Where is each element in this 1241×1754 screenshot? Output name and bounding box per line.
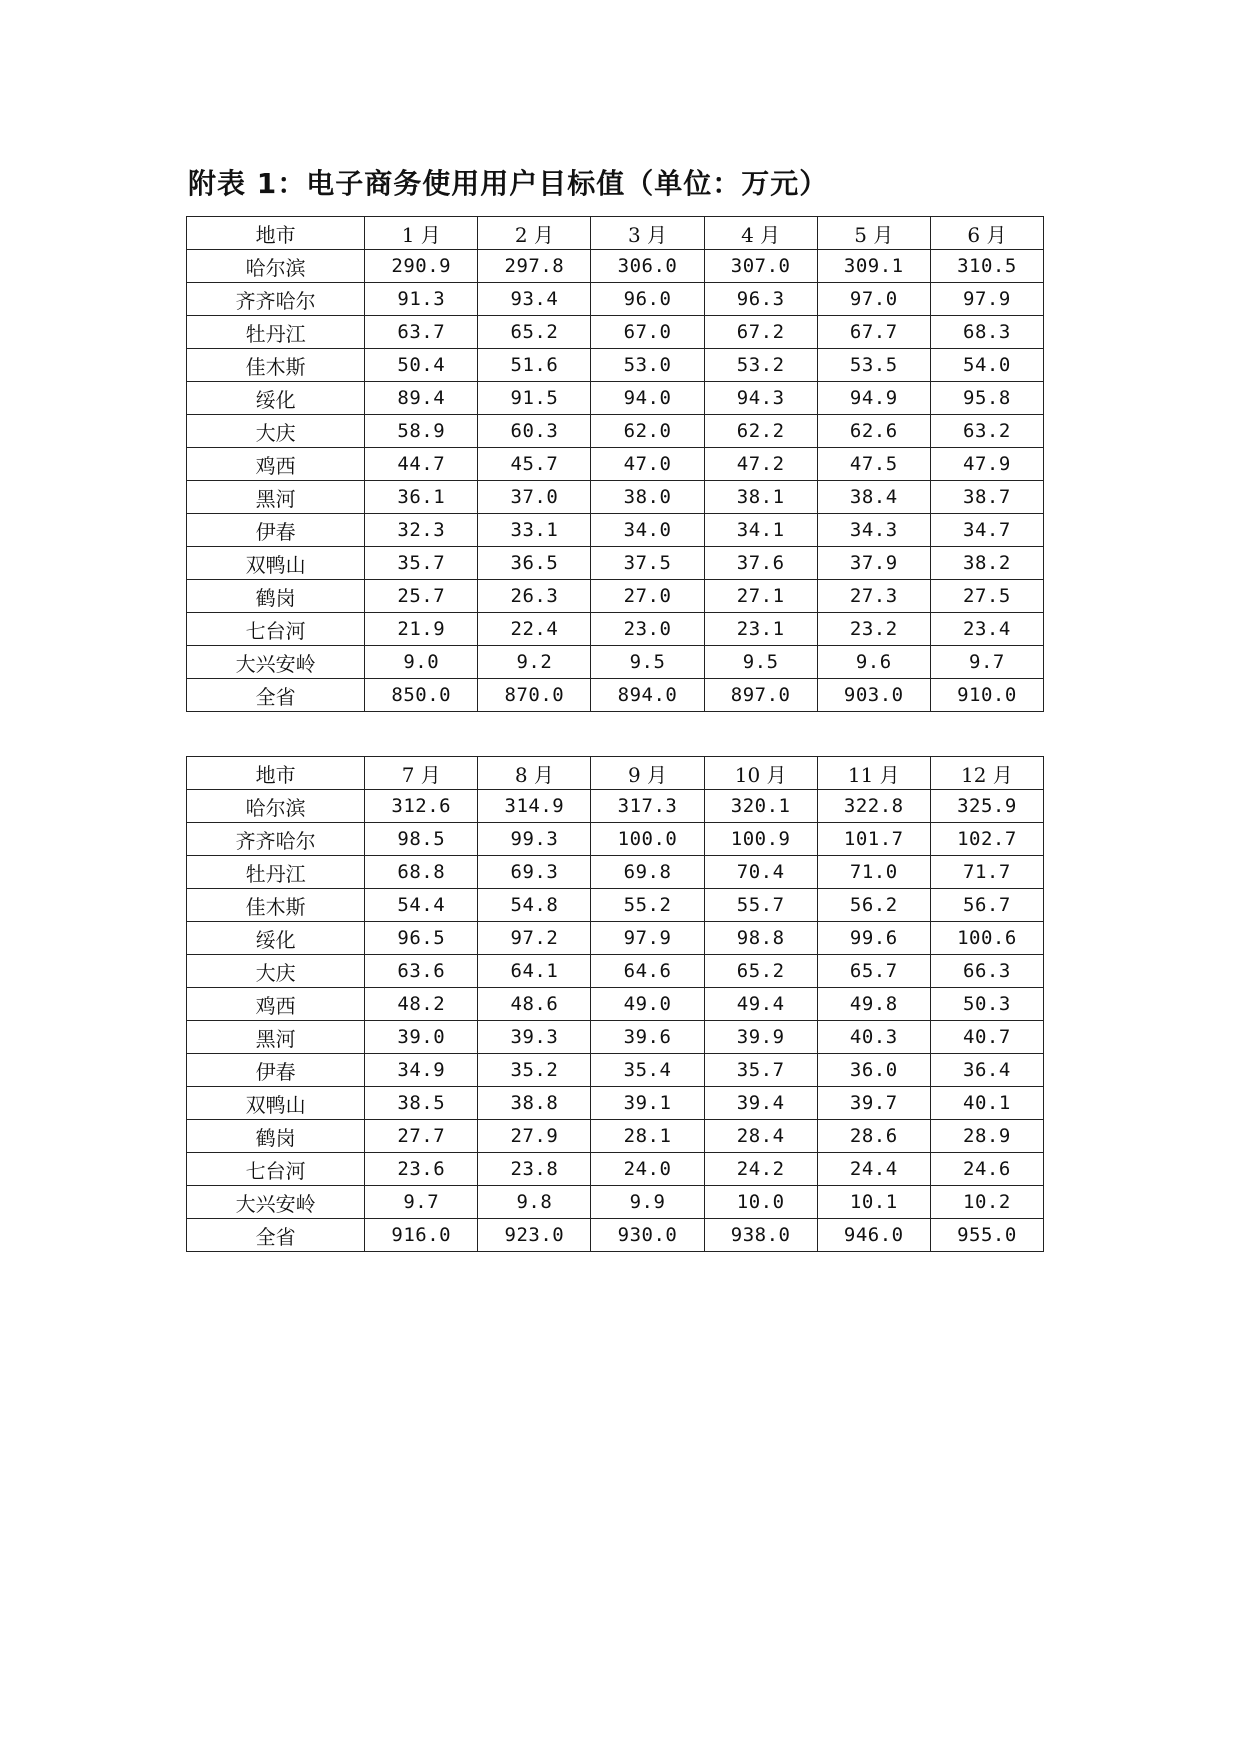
value-cell: 49.4 xyxy=(704,988,817,1021)
value-cell: 850.0 xyxy=(365,679,478,712)
city-name-cell: 鸡西 xyxy=(187,988,365,1021)
value-cell: 48.6 xyxy=(478,988,591,1021)
value-cell: 96.5 xyxy=(365,922,478,955)
value-cell: 38.7 xyxy=(930,481,1043,514)
value-cell: 102.7 xyxy=(930,823,1043,856)
value-cell: 36.5 xyxy=(478,547,591,580)
table-header xyxy=(187,217,1044,250)
value-cell: 38.0 xyxy=(591,481,704,514)
value-cell: 35.4 xyxy=(591,1054,704,1087)
value-cell: 65.2 xyxy=(704,955,817,988)
table-row xyxy=(187,613,1044,646)
table-body xyxy=(187,250,1044,712)
value-cell: 9.9 xyxy=(591,1186,704,1219)
value-cell: 49.0 xyxy=(591,988,704,1021)
value-cell: 25.7 xyxy=(365,580,478,613)
value-cell: 44.7 xyxy=(365,448,478,481)
city-name-cell: 大兴安岭 xyxy=(187,646,365,679)
value-cell: 64.1 xyxy=(478,955,591,988)
value-cell: 22.4 xyxy=(478,613,591,646)
value-cell: 67.2 xyxy=(704,316,817,349)
table-row xyxy=(187,547,1044,580)
value-cell: 40.3 xyxy=(817,1021,930,1054)
value-cell: 24.4 xyxy=(817,1153,930,1186)
value-cell: 23.8 xyxy=(478,1153,591,1186)
value-cell: 910.0 xyxy=(930,679,1043,712)
value-cell: 39.7 xyxy=(817,1087,930,1120)
column-header-month: 6 月 xyxy=(930,217,1043,250)
city-name-cell: 佳木斯 xyxy=(187,889,365,922)
value-cell: 97.9 xyxy=(930,283,1043,316)
value-cell: 37.0 xyxy=(478,481,591,514)
value-cell: 98.5 xyxy=(365,823,478,856)
value-cell: 49.8 xyxy=(817,988,930,1021)
value-cell: 24.6 xyxy=(930,1153,1043,1186)
value-cell: 70.4 xyxy=(704,856,817,889)
value-cell: 66.3 xyxy=(930,955,1043,988)
value-cell: 53.2 xyxy=(704,349,817,382)
city-name-cell: 鸡西 xyxy=(187,448,365,481)
value-cell: 903.0 xyxy=(817,679,930,712)
value-cell: 36.4 xyxy=(930,1054,1043,1087)
value-cell: 54.4 xyxy=(365,889,478,922)
value-cell: 54.0 xyxy=(930,349,1043,382)
value-cell: 27.0 xyxy=(591,580,704,613)
value-cell: 23.4 xyxy=(930,613,1043,646)
value-cell: 9.7 xyxy=(365,1186,478,1219)
table-row xyxy=(187,922,1044,955)
value-cell: 71.0 xyxy=(817,856,930,889)
table-row xyxy=(187,316,1044,349)
column-header-month: 5 月 xyxy=(817,217,930,250)
table-row xyxy=(187,988,1044,1021)
value-cell: 64.6 xyxy=(591,955,704,988)
column-header-month: 3 月 xyxy=(591,217,704,250)
value-cell: 39.0 xyxy=(365,1021,478,1054)
column-header-city: 地市 xyxy=(187,217,365,250)
city-name-cell: 双鸭山 xyxy=(187,547,365,580)
value-cell: 94.0 xyxy=(591,382,704,415)
value-cell: 45.7 xyxy=(478,448,591,481)
column-header-month: 9 月 xyxy=(591,757,704,790)
value-cell: 27.9 xyxy=(478,1120,591,1153)
value-cell: 297.8 xyxy=(478,250,591,283)
value-cell: 35.7 xyxy=(704,1054,817,1087)
value-cell: 67.7 xyxy=(817,316,930,349)
value-cell: 55.7 xyxy=(704,889,817,922)
value-cell: 37.6 xyxy=(704,547,817,580)
city-name-cell: 七台河 xyxy=(187,1153,365,1186)
value-cell: 38.5 xyxy=(365,1087,478,1120)
table-row xyxy=(187,889,1044,922)
targets-table-jul-dec xyxy=(186,756,1044,1252)
value-cell: 21.9 xyxy=(365,613,478,646)
column-header-month: 8 月 xyxy=(478,757,591,790)
value-cell: 36.0 xyxy=(817,1054,930,1087)
value-cell: 39.6 xyxy=(591,1021,704,1054)
value-cell: 28.1 xyxy=(591,1120,704,1153)
city-name-cell: 七台河 xyxy=(187,613,365,646)
value-cell: 36.1 xyxy=(365,481,478,514)
value-cell: 55.2 xyxy=(591,889,704,922)
city-name-cell: 齐齐哈尔 xyxy=(187,283,365,316)
table-row xyxy=(187,448,1044,481)
city-name-cell: 全省 xyxy=(187,1219,365,1252)
city-name-cell: 鹤岗 xyxy=(187,1120,365,1153)
value-cell: 38.8 xyxy=(478,1087,591,1120)
value-cell: 63.2 xyxy=(930,415,1043,448)
value-cell: 67.0 xyxy=(591,316,704,349)
table-row xyxy=(187,250,1044,283)
value-cell: 9.6 xyxy=(817,646,930,679)
value-cell: 894.0 xyxy=(591,679,704,712)
value-cell: 48.2 xyxy=(365,988,478,1021)
value-cell: 916.0 xyxy=(365,1219,478,1252)
column-header-month: 11 月 xyxy=(817,757,930,790)
value-cell: 34.9 xyxy=(365,1054,478,1087)
city-name-cell: 齐齐哈尔 xyxy=(187,823,365,856)
page-title: 附表 1：电子商务使用用户目标值（单位：万元） xyxy=(188,167,829,200)
value-cell: 312.6 xyxy=(365,790,478,823)
value-cell: 93.4 xyxy=(478,283,591,316)
value-cell: 10.1 xyxy=(817,1186,930,1219)
city-name-cell: 牡丹江 xyxy=(187,316,365,349)
city-name-cell: 哈尔滨 xyxy=(187,250,365,283)
value-cell: 65.7 xyxy=(817,955,930,988)
table-row xyxy=(187,856,1044,889)
value-cell: 91.5 xyxy=(478,382,591,415)
value-cell: 65.2 xyxy=(478,316,591,349)
city-name-cell: 鹤岗 xyxy=(187,580,365,613)
column-header-month: 12 月 xyxy=(930,757,1043,790)
city-name-cell: 全省 xyxy=(187,679,365,712)
column-header-month: 4 月 xyxy=(704,217,817,250)
city-name-cell: 佳木斯 xyxy=(187,349,365,382)
value-cell: 35.7 xyxy=(365,547,478,580)
city-name-cell: 大兴安岭 xyxy=(187,1186,365,1219)
column-header-city: 地市 xyxy=(187,757,365,790)
value-cell: 56.2 xyxy=(817,889,930,922)
value-cell: 95.8 xyxy=(930,382,1043,415)
value-cell: 47.9 xyxy=(930,448,1043,481)
value-cell: 28.6 xyxy=(817,1120,930,1153)
value-cell: 97.0 xyxy=(817,283,930,316)
value-cell: 94.9 xyxy=(817,382,930,415)
value-cell: 9.5 xyxy=(704,646,817,679)
table-row xyxy=(187,1054,1044,1087)
column-header-month: 1 月 xyxy=(365,217,478,250)
value-cell: 62.0 xyxy=(591,415,704,448)
value-cell: 38.2 xyxy=(930,547,1043,580)
value-cell: 946.0 xyxy=(817,1219,930,1252)
value-cell: 26.3 xyxy=(478,580,591,613)
table-row xyxy=(187,679,1044,712)
value-cell: 28.9 xyxy=(930,1120,1043,1153)
value-cell: 53.5 xyxy=(817,349,930,382)
value-cell: 27.7 xyxy=(365,1120,478,1153)
value-cell: 24.0 xyxy=(591,1153,704,1186)
value-cell: 68.8 xyxy=(365,856,478,889)
value-cell: 62.6 xyxy=(817,415,930,448)
value-cell: 50.4 xyxy=(365,349,478,382)
value-cell: 97.9 xyxy=(591,922,704,955)
column-header-month: 2 月 xyxy=(478,217,591,250)
value-cell: 100.0 xyxy=(591,823,704,856)
city-name-cell: 黑河 xyxy=(187,481,365,514)
value-cell: 37.5 xyxy=(591,547,704,580)
value-cell: 27.1 xyxy=(704,580,817,613)
value-cell: 96.0 xyxy=(591,283,704,316)
value-cell: 40.1 xyxy=(930,1087,1043,1120)
table-row xyxy=(187,646,1044,679)
table-row xyxy=(187,1153,1044,1186)
city-name-cell: 牡丹江 xyxy=(187,856,365,889)
value-cell: 930.0 xyxy=(591,1219,704,1252)
table-row xyxy=(187,415,1044,448)
value-cell: 10.0 xyxy=(704,1186,817,1219)
table-row xyxy=(187,1219,1044,1252)
value-cell: 955.0 xyxy=(930,1219,1043,1252)
value-cell: 10.2 xyxy=(930,1186,1043,1219)
value-cell: 314.9 xyxy=(478,790,591,823)
value-cell: 63.7 xyxy=(365,316,478,349)
value-cell: 62.2 xyxy=(704,415,817,448)
table-row xyxy=(187,823,1044,856)
value-cell: 98.8 xyxy=(704,922,817,955)
value-cell: 23.6 xyxy=(365,1153,478,1186)
value-cell: 71.7 xyxy=(930,856,1043,889)
table-body xyxy=(187,790,1044,1252)
city-name-cell: 大庆 xyxy=(187,415,365,448)
value-cell: 32.3 xyxy=(365,514,478,547)
value-cell: 28.4 xyxy=(704,1120,817,1153)
value-cell: 47.5 xyxy=(817,448,930,481)
city-name-cell: 双鸭山 xyxy=(187,1087,365,1120)
table-row xyxy=(187,1186,1044,1219)
value-cell: 69.3 xyxy=(478,856,591,889)
value-cell: 34.1 xyxy=(704,514,817,547)
value-cell: 310.5 xyxy=(930,250,1043,283)
value-cell: 307.0 xyxy=(704,250,817,283)
value-cell: 870.0 xyxy=(478,679,591,712)
value-cell: 24.2 xyxy=(704,1153,817,1186)
value-cell: 34.0 xyxy=(591,514,704,547)
value-cell: 33.1 xyxy=(478,514,591,547)
value-cell: 23.0 xyxy=(591,613,704,646)
value-cell: 38.4 xyxy=(817,481,930,514)
value-cell: 50.3 xyxy=(930,988,1043,1021)
value-cell: 69.8 xyxy=(591,856,704,889)
value-cell: 96.3 xyxy=(704,283,817,316)
value-cell: 37.9 xyxy=(817,547,930,580)
column-header-month: 7 月 xyxy=(365,757,478,790)
value-cell: 39.4 xyxy=(704,1087,817,1120)
table-row xyxy=(187,481,1044,514)
value-cell: 23.2 xyxy=(817,613,930,646)
table-row xyxy=(187,1120,1044,1153)
city-name-cell: 哈尔滨 xyxy=(187,790,365,823)
value-cell: 9.8 xyxy=(478,1186,591,1219)
city-name-cell: 绥化 xyxy=(187,382,365,415)
value-cell: 97.2 xyxy=(478,922,591,955)
value-cell: 306.0 xyxy=(591,250,704,283)
city-name-cell: 黑河 xyxy=(187,1021,365,1054)
value-cell: 34.7 xyxy=(930,514,1043,547)
value-cell: 897.0 xyxy=(704,679,817,712)
value-cell: 47.2 xyxy=(704,448,817,481)
value-cell: 68.3 xyxy=(930,316,1043,349)
table-row xyxy=(187,1087,1044,1120)
table-row xyxy=(187,1021,1044,1054)
value-cell: 56.7 xyxy=(930,889,1043,922)
value-cell: 99.3 xyxy=(478,823,591,856)
value-cell: 53.0 xyxy=(591,349,704,382)
value-cell: 38.1 xyxy=(704,481,817,514)
header-row xyxy=(187,757,1044,790)
value-cell: 39.9 xyxy=(704,1021,817,1054)
value-cell: 101.7 xyxy=(817,823,930,856)
value-cell: 290.9 xyxy=(365,250,478,283)
value-cell: 89.4 xyxy=(365,382,478,415)
value-cell: 27.3 xyxy=(817,580,930,613)
city-name-cell: 大庆 xyxy=(187,955,365,988)
value-cell: 47.0 xyxy=(591,448,704,481)
value-cell: 100.9 xyxy=(704,823,817,856)
value-cell: 51.6 xyxy=(478,349,591,382)
table-row xyxy=(187,790,1044,823)
value-cell: 309.1 xyxy=(817,250,930,283)
value-cell: 34.3 xyxy=(817,514,930,547)
table-header xyxy=(187,757,1044,790)
table-row xyxy=(187,955,1044,988)
targets-table-jan-jun xyxy=(186,216,1044,712)
value-cell: 9.0 xyxy=(365,646,478,679)
value-cell: 35.2 xyxy=(478,1054,591,1087)
value-cell: 9.2 xyxy=(478,646,591,679)
value-cell: 322.8 xyxy=(817,790,930,823)
value-cell: 27.5 xyxy=(930,580,1043,613)
city-name-cell: 伊春 xyxy=(187,1054,365,1087)
table-row xyxy=(187,283,1044,316)
value-cell: 58.9 xyxy=(365,415,478,448)
value-cell: 100.6 xyxy=(930,922,1043,955)
table-row xyxy=(187,514,1044,547)
table-row xyxy=(187,349,1044,382)
city-name-cell: 绥化 xyxy=(187,922,365,955)
value-cell: 94.3 xyxy=(704,382,817,415)
value-cell: 39.3 xyxy=(478,1021,591,1054)
table-row xyxy=(187,382,1044,415)
value-cell: 9.5 xyxy=(591,646,704,679)
value-cell: 39.1 xyxy=(591,1087,704,1120)
value-cell: 54.8 xyxy=(478,889,591,922)
value-cell: 325.9 xyxy=(930,790,1043,823)
value-cell: 938.0 xyxy=(704,1219,817,1252)
value-cell: 63.6 xyxy=(365,955,478,988)
value-cell: 40.7 xyxy=(930,1021,1043,1054)
table-row xyxy=(187,580,1044,613)
value-cell: 317.3 xyxy=(591,790,704,823)
value-cell: 91.3 xyxy=(365,283,478,316)
value-cell: 99.6 xyxy=(817,922,930,955)
value-cell: 9.7 xyxy=(930,646,1043,679)
column-header-month: 10 月 xyxy=(704,757,817,790)
value-cell: 60.3 xyxy=(478,415,591,448)
value-cell: 923.0 xyxy=(478,1219,591,1252)
city-name-cell: 伊春 xyxy=(187,514,365,547)
value-cell: 23.1 xyxy=(704,613,817,646)
header-row xyxy=(187,217,1044,250)
value-cell: 320.1 xyxy=(704,790,817,823)
